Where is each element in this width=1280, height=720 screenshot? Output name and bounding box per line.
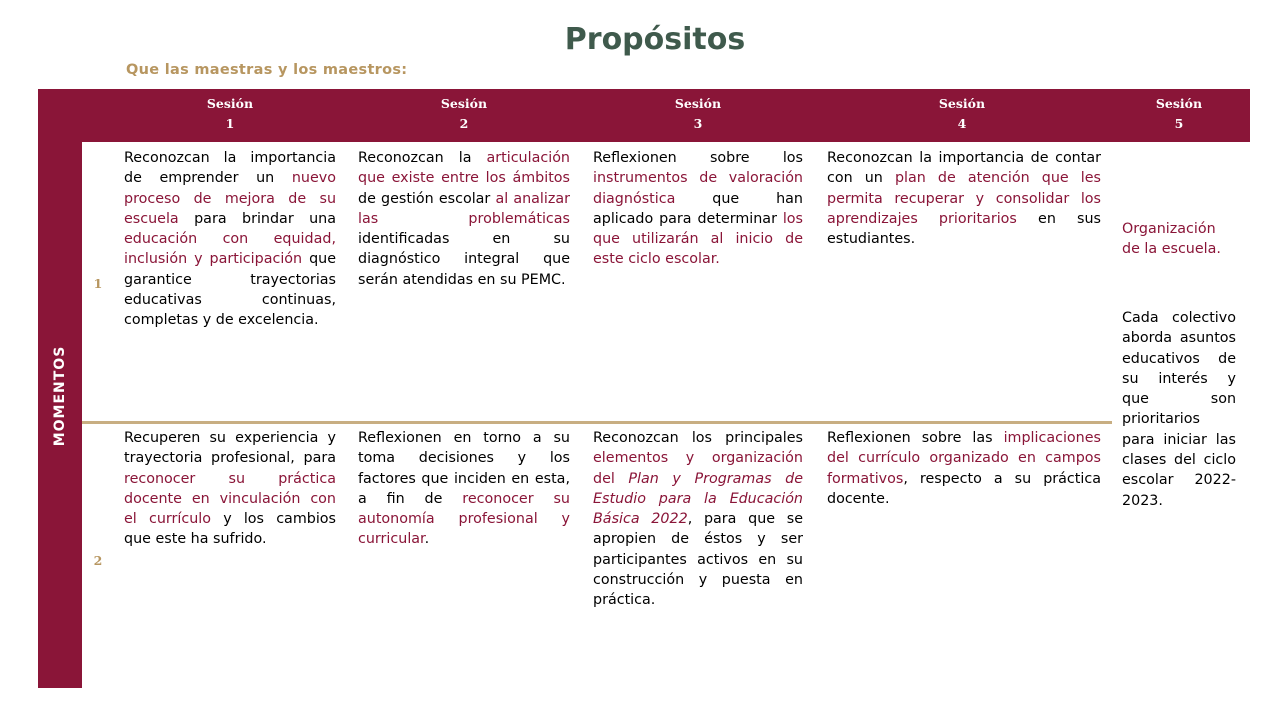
cell-1-4 bbox=[827, 148, 1101, 249]
text-segment: que han aplicado para determinar bbox=[593, 190, 803, 227]
header-session-2-number: 2 bbox=[459, 116, 469, 131]
header-session-4 bbox=[912, 94, 1012, 134]
text-segment: Reconozcan la importancia de contar con un bbox=[827, 150, 1101, 187]
header-session-5-label: Sesión bbox=[1155, 96, 1203, 111]
text-segment: . bbox=[424, 531, 430, 548]
text-segment: implicaciones del currículo organizado en campos formativos bbox=[827, 430, 1101, 487]
header-session-3-label: Sesión bbox=[674, 96, 722, 111]
header-session-3 bbox=[648, 94, 748, 134]
text-segment: articulación que existe entre los ámbitos bbox=[358, 150, 570, 187]
cell-1-2 bbox=[358, 148, 570, 290]
header-session-2-label: Sesión bbox=[440, 96, 488, 111]
text-segment: en sus estudiantes. bbox=[827, 210, 1101, 248]
text-segment: los que utilizarán al inicio de este ciclo escolar. bbox=[593, 210, 803, 268]
cell-2-4 bbox=[827, 428, 1101, 509]
text-segment: Reflexionen sobre las bbox=[827, 430, 1004, 446]
text-segment: para brindar una bbox=[178, 210, 336, 227]
page-subtitle: Que las maestras y los maestros: bbox=[126, 62, 408, 78]
session5-highlight: Organización de la escuela. bbox=[1122, 221, 1221, 258]
text-segment: elementos y organización del bbox=[593, 450, 803, 487]
cell-1-1 bbox=[124, 148, 336, 331]
text-segment: que garantice trayectorias educativas continuas, completas y de excelencia. bbox=[124, 251, 337, 329]
header-session-4-label: Sesión bbox=[938, 96, 986, 111]
text-segment: reconocer su práctica docente en vinculación con el currículo bbox=[124, 470, 336, 528]
text-segment: Recuperen su experiencia y trayectoria profesional, para bbox=[124, 430, 336, 467]
text-segment: Reconozcan los principales bbox=[593, 430, 803, 446]
header-session-1-label: Sesión bbox=[206, 96, 254, 111]
text-segment: Reconozcan la bbox=[358, 150, 487, 166]
text-segment: Plan y Programas de Estudio para la Educación Básica 2022 bbox=[593, 470, 803, 528]
text-segment: educación con equidad, inclusión y participación bbox=[124, 231, 336, 268]
cell-1-3 bbox=[593, 148, 803, 270]
row-number-2: 2 bbox=[93, 553, 103, 568]
text-segment: Reflexionen en torno a su toma decisiones y los factores que inciden en esta, a fin de bbox=[358, 430, 570, 507]
text-segment: Reconozcan la importancia de emprender un bbox=[124, 150, 336, 187]
text-segment: instrumentos de valoración diagnóstica bbox=[593, 170, 803, 207]
text-segment: y los cambios que este ha sufrido. bbox=[124, 511, 336, 548]
text-segment: , para que se apropien de éstos y ser participantes activos en su construcción y puesta en práctica. bbox=[593, 511, 803, 609]
row-divider bbox=[82, 421, 1112, 424]
page-title: Propósitos bbox=[564, 22, 746, 57]
cell-2-2 bbox=[358, 428, 570, 550]
text-segment: identificadas en su diagnóstico integral que serán atendidas en su PEMC. bbox=[358, 231, 570, 288]
header-session-5 bbox=[1129, 94, 1229, 134]
text-segment: plan de atención que les permita recuperar y consolidar los aprendizajes prioritarios bbox=[827, 170, 1102, 227]
row-number-1: 1 bbox=[93, 276, 103, 291]
header-session-5-number: 5 bbox=[1174, 116, 1184, 131]
text-segment: al analizar las problemáticas bbox=[358, 190, 570, 227]
cell-2-3 bbox=[593, 428, 803, 611]
cell-2-1 bbox=[124, 428, 336, 550]
header-session-2 bbox=[414, 94, 514, 134]
header-session-3-number: 3 bbox=[693, 116, 703, 131]
text-segment: , respecto a su práctica docente. bbox=[827, 470, 1101, 507]
text-segment: Reflexionen sobre los bbox=[593, 150, 803, 166]
text-segment: nuevo proceso de mejora de su escuela bbox=[124, 170, 336, 227]
header-session-1 bbox=[180, 94, 280, 134]
text-segment: reconocer su autonomía profesional y curricular bbox=[358, 490, 570, 548]
header-session-1-number: 1 bbox=[225, 116, 235, 131]
moments-label: MOMENTOS bbox=[52, 345, 68, 447]
session5-text: Cada colectivo aborda asuntos educativos de su interés y que son prioritarios para iniciar las clases del ciclo escolar 2022-2023. bbox=[1122, 310, 1236, 509]
header-session-4-number: 4 bbox=[957, 116, 967, 131]
text-segment: de gestión escolar bbox=[358, 190, 496, 207]
